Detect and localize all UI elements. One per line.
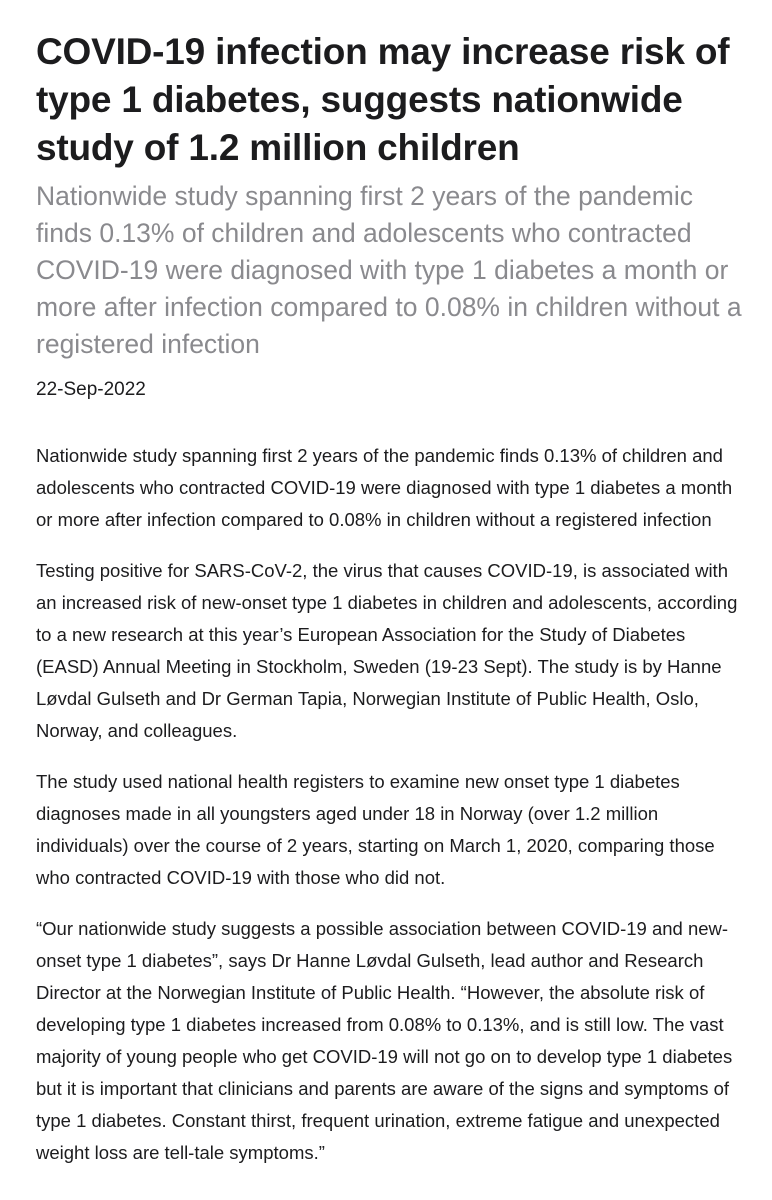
body-paragraph: “Our nationwide study suggests a possible association between COVID-19 and new-onset type 1 diabetes”, says Dr Hanne Løvdal Gulseth, lead author and Research Director at the Norwegian Institute of Public Health. “However, the absolute risk of developing type 1 diabetes increased from 0.08% to 0.13%, and is still low. The vast majority of young people who get COVID-19 will not go on to develop type 1 diabetes but it is important that clinicians and parents are aware of the signs and symptoms of type 1 diabetes. Constant thirst, frequent urination, extreme fatigue and unexpected weight loss are tell-tale symptoms.” bbox=[36, 918, 733, 1163]
article-headline: COVID-19 infection may increase risk of type 1 diabetes, suggests nationwide study of 1.2 million children bbox=[36, 31, 730, 168]
body-paragraph: The study used national health registers to examine new onset type 1 diabetes diagnoses made in all youngsters aged under 18 in Norway (over 1.2 million individuals) over the course of 2 years, starting on March 1, 2020, comparing those who contracted COVID-19 with those who did not. bbox=[36, 771, 715, 888]
body-paragraph: Testing positive for SARS-CoV-2, the virus that causes COVID-19, is associated with an increased risk of new-onset type 1 diabetes in children and adolescents, according to a new research at this year’s European Association for the Study of Diabetes (EASD) Annual Meeting in Stockholm, Sweden (19-23 Sept). The study is by Hanne Løvdal Gulseth and Dr German Tapia, Norwegian Institute of Public Health, Oslo, Norway, and colleagues. bbox=[36, 560, 738, 741]
article-date: 22-Sep-2022 bbox=[36, 379, 146, 400]
body-paragraph: Nationwide study spanning first 2 years of the pandemic finds 0.13% of children and adolescents who contracted COVID-19 were diagnosed with type 1 diabetes a month or more after infection compared to 0.08% in children without a registered infection bbox=[36, 445, 733, 530]
article-subheadline: Nationwide study spanning first 2 years of the pandemic finds 0.13% of children and adolescents who contracted COVID-19 were diagnosed with type 1 diabetes a month or more after infection compared to 0.08% in children without a registered infection bbox=[36, 181, 742, 359]
article-body bbox=[36, 440, 748, 1169]
